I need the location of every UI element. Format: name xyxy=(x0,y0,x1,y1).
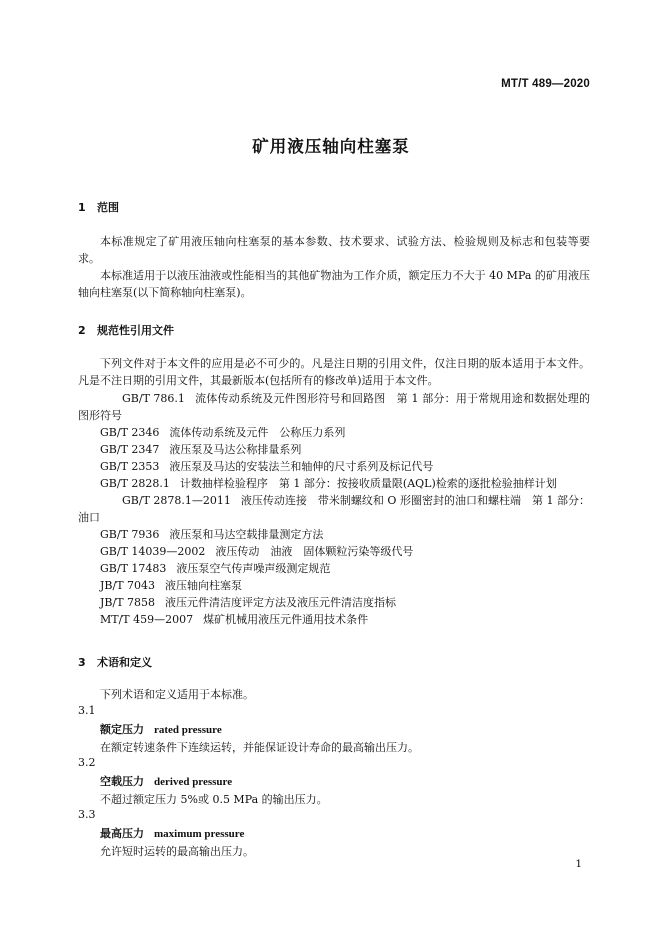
ref-title: 液压泵及马达的安装法兰和轴伸的尺寸系列及标记代号 xyxy=(169,460,434,473)
ref-item xyxy=(100,441,590,458)
term-name-en: rated pressure xyxy=(154,724,222,736)
standard-code: MT/T 489—2020 xyxy=(501,78,590,90)
ref-code: GB/T 786.1 xyxy=(122,392,185,405)
section-heading-terms xyxy=(78,654,152,670)
section-heading-scope xyxy=(78,199,119,215)
ref-code: GB/T 7936 xyxy=(100,528,160,541)
term-name-zh: 额定压力 xyxy=(100,723,144,736)
ref-title: 流体传动系统及元件 公称压力系列 xyxy=(169,426,346,439)
ref-code: JB/T 7043 xyxy=(100,579,156,592)
term-definition: 不超过额定压力 5%或 0.5 MPa 的输出压力。 xyxy=(100,793,328,806)
ref-code: JB/T 7858 xyxy=(100,596,156,609)
ref-title: 液压传动 油液 固体颗粒污染等级代号 xyxy=(215,545,414,558)
section-title: 范围 xyxy=(97,201,119,214)
ref-title: 液压泵空气传声噪声级测定规范 xyxy=(176,562,331,575)
ref-item xyxy=(100,577,590,594)
term-name xyxy=(100,773,232,789)
ref-item xyxy=(100,611,590,628)
ref-item xyxy=(100,424,590,441)
section-title: 规范性引用文件 xyxy=(97,324,174,337)
normative-refs-intro: 下列文件对于本文件的应用是必不可少的。凡是注日期的引用文件，仅注日期的版本适用于本文件。凡是不注日期的引用文件，其最新版本(包括所有的修改单)适用于本文件。 xyxy=(78,357,590,387)
ref-item xyxy=(100,543,590,560)
ref-title: 液压轴向柱塞泵 xyxy=(165,579,243,592)
ref-code: GB/T 2347 xyxy=(100,443,160,456)
document-title: 矿用液压轴向柱塞泵 xyxy=(252,137,410,156)
ref-title: 液压泵及马达公称排量系列 xyxy=(169,443,302,456)
ref-title: 煤矿机械用液压元件通用技术条件 xyxy=(203,613,369,626)
section-title: 术语和定义 xyxy=(97,656,152,669)
ref-title: 计数抽样检验程序 第 1 部分：按接收质量限(AQL)检索的逐批检验抽样计划 xyxy=(179,477,557,490)
term-name-en: derived pressure xyxy=(154,776,233,788)
term-name xyxy=(100,825,244,841)
ref-item xyxy=(100,560,590,577)
ref-code: GB/T 2353 xyxy=(100,460,160,473)
ref-code: GB/T 17483 xyxy=(100,562,167,575)
ref-title: 液压传动连接 带米制螺纹和 O 形圈密封的油口和螺柱端 第 1 部分：油口 xyxy=(78,494,590,524)
section-number: 1 xyxy=(78,201,86,214)
ref-item xyxy=(78,390,590,424)
term-definition: 在额定转速条件下连续运转，并能保证设计寿命的最高输出压力。 xyxy=(100,741,419,754)
ref-code: GB/T 2828.1 xyxy=(100,477,170,490)
ref-code: GB/T 14039—2002 xyxy=(100,545,206,558)
section-number: 2 xyxy=(78,324,86,337)
ref-item xyxy=(78,492,590,526)
ref-item xyxy=(100,475,590,492)
page-number: 1 xyxy=(575,858,582,870)
ref-title: 液压元件清洁度评定方法及液压元件清洁度指标 xyxy=(165,596,397,609)
ref-title: 流体传动系统及元件图形符号和回路图 第 1 部分：用于常规用途和数据处理的图形符号 xyxy=(78,392,590,422)
scope-paragraph-1: 本标准规定了矿用液压轴向柱塞泵的基本参数、技术要求、试验方法、检验规则及标志和包装等要求。 xyxy=(78,235,590,265)
ref-item xyxy=(100,458,590,475)
ref-item xyxy=(100,594,590,611)
scope-paragraph-2: 本标准适用于以液压油液或性能相当的其他矿物油为工作介质，额定压力不大于 40 MPa 的矿用液压轴向柱塞泵(以下简称轴向柱塞泵)。 xyxy=(78,269,590,299)
ref-item xyxy=(100,526,590,543)
ref-code: GB/T 2346 xyxy=(100,426,160,439)
term-name-zh: 最高压力 xyxy=(100,827,144,840)
section-heading-normative-refs xyxy=(78,322,174,338)
term-number: 3.1 xyxy=(78,704,96,717)
ref-code: GB/T 2878.1—2011 xyxy=(122,494,231,507)
term-name xyxy=(100,721,222,737)
term-number: 3.2 xyxy=(78,756,96,769)
ref-title: 液压泵和马达空载排量测定方法 xyxy=(169,528,324,541)
term-name-zh: 空载压力 xyxy=(100,775,144,788)
terms-intro: 下列术语和定义适用于本标准。 xyxy=(100,688,254,701)
term-definition: 允许短时运转的最高输出压力。 xyxy=(100,845,254,858)
term-number: 3.3 xyxy=(78,808,96,821)
ref-code: MT/T 459—2007 xyxy=(100,613,194,626)
section-number: 3 xyxy=(78,656,86,669)
term-name-en: maximum pressure xyxy=(154,828,245,840)
